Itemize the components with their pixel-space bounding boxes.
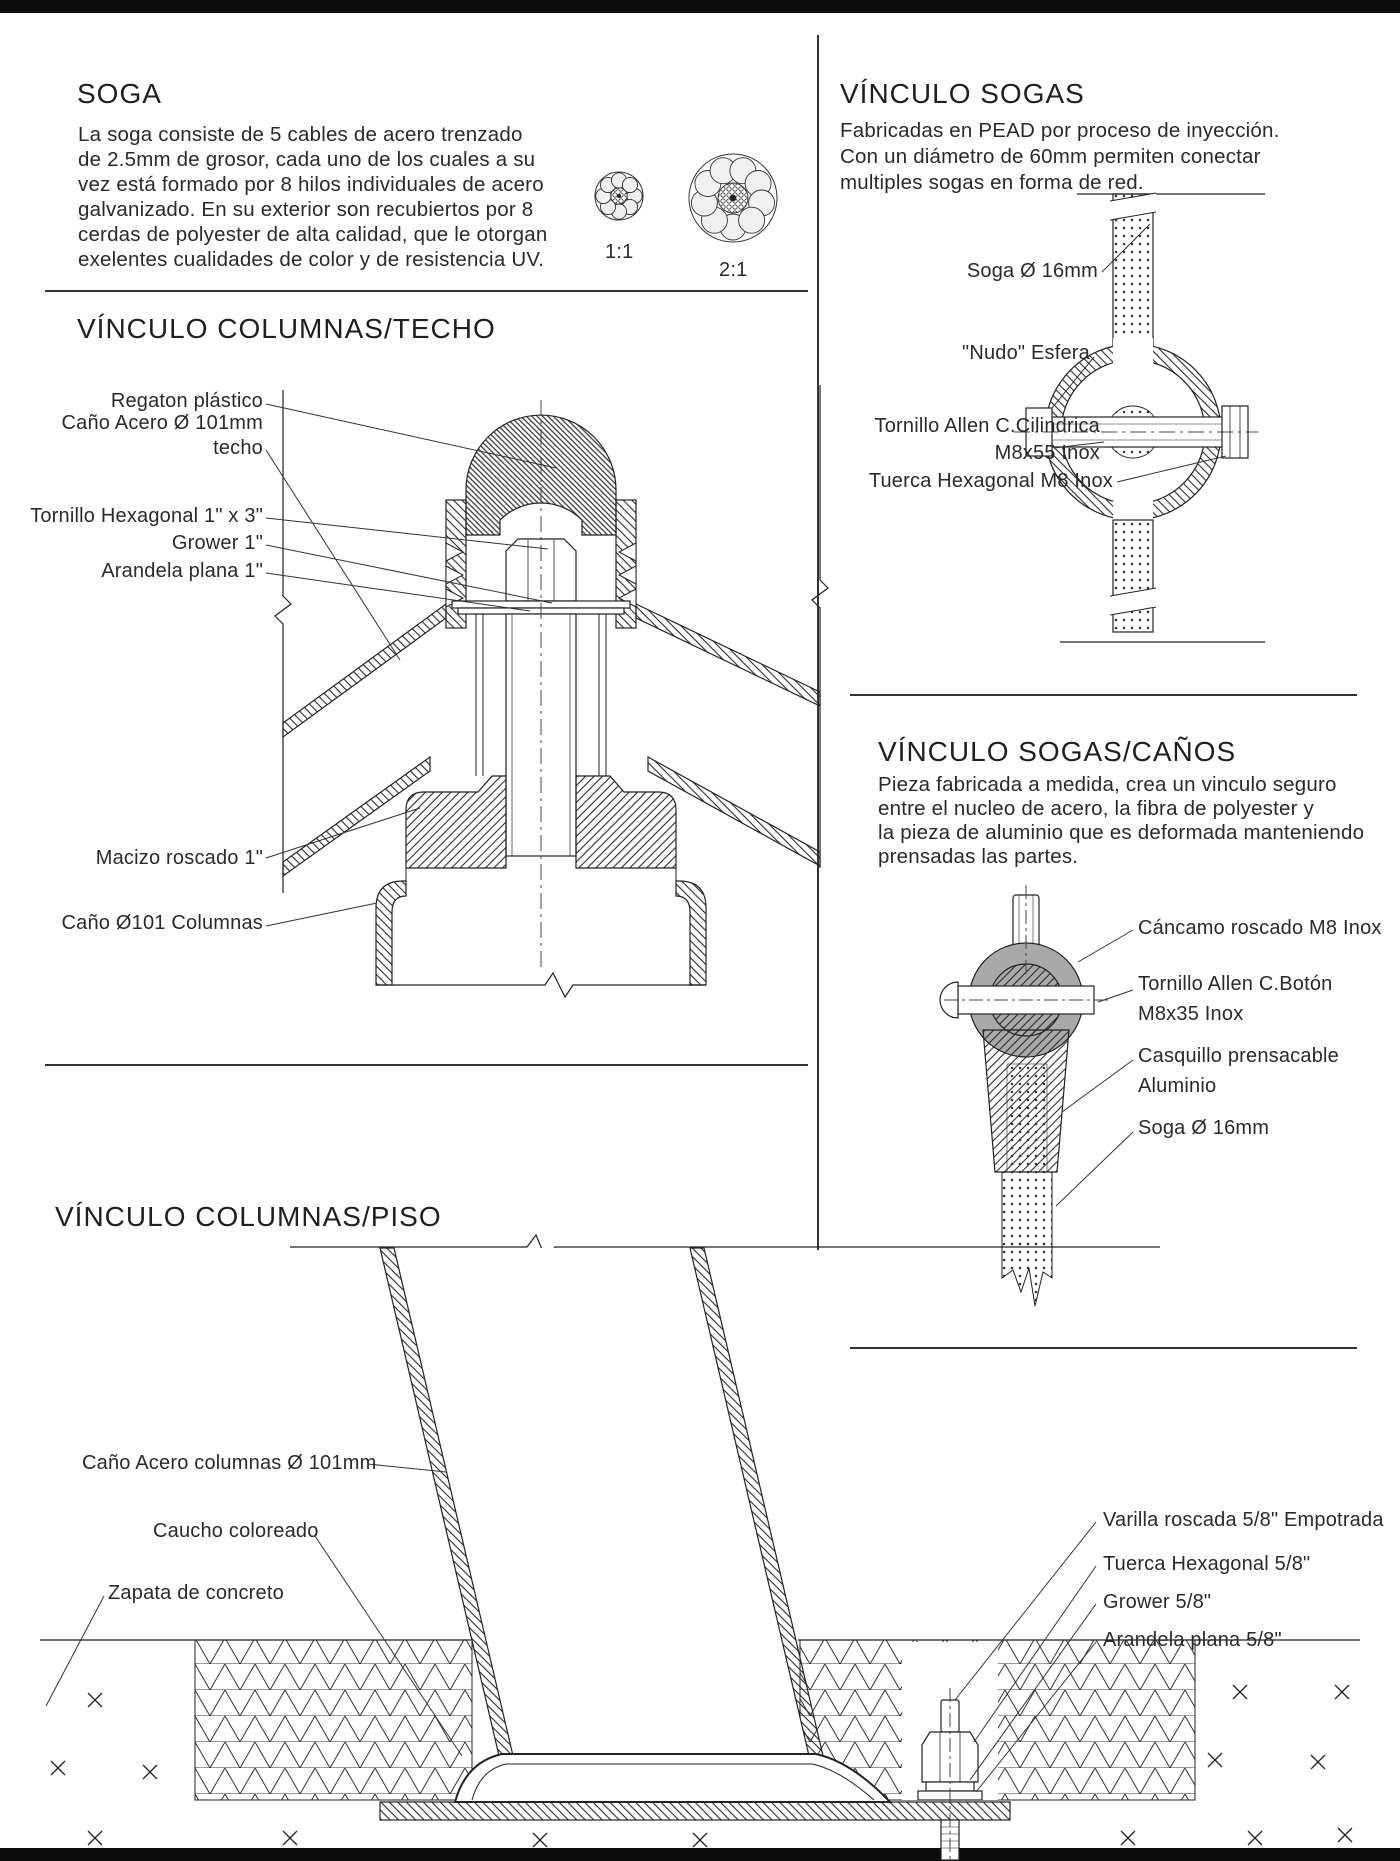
label-cancamo-roscado: Cáncamo roscado M8 Inox [1138,917,1382,939]
label-cano-101-columnas: Caño Ø101 Columnas [61,912,263,934]
columnas-piso-drawing [40,1235,1360,1860]
label-cano-acero-columnas: Caño Acero columnas Ø 101mm [82,1452,377,1474]
label-tuerca-hexagonal-m8: Tuerca Hexagonal M8 Inox [868,470,1113,492]
label-nudo-esfera: "Nudo" Esfera [962,342,1090,364]
columnas-techo-drawing [275,385,828,997]
label-macizo-roscado: Macizo roscado 1" [95,847,263,869]
label-zapata-de-concreto: Zapata de concreto [108,1582,284,1604]
label-techo: techo [213,437,263,459]
label-cano-acero-techo: Caño Acero Ø 101mm [61,412,263,434]
sogas-canos-drawing [940,885,1108,1306]
label-varilla-roscada: Varilla roscada 5/8" Empotrada [1103,1509,1384,1531]
label-grower-58: Grower 5/8" [1103,1591,1212,1613]
section-title-soga: SOGA [77,78,162,109]
scale-label-2-1: 2:1 [719,259,748,281]
label-soga-16mm-canos: Soga Ø 16mm [1138,1117,1270,1139]
label-regaton-plastico: Regaton plástico [110,390,263,412]
label-m8x55-inox: M8x55 Inox [994,442,1100,464]
label-arandela-plana-1: Arandela plana 1" [101,560,263,582]
label-casquillo-prensacable: Casquillo prensacable [1138,1045,1339,1067]
cable-section-large [689,154,777,242]
label-aluminio: Aluminio [1138,1075,1217,1097]
section-title-vinculo-sogas: VÍNCULO SOGAS [840,78,1085,109]
cable-section-small [595,172,643,220]
section-title-sogas-canos: VÍNCULO SOGAS/CAÑOS [878,736,1237,767]
technical-sheet: SOGA La soga consiste de 5 cables de acero trenzado de 2.5mm de grosor, cada uno de los cuales a su vez está formado por 8 hilos individuales de acero galvanizado. En su exterior son recubiertos por 8 cerdas de polyester de alta calidad, que le otorgan exelentes cualidades de color y de resistencia UV. 1:1 2:1 VÍNCULO COLUMNAS/TECHO Regaton plástico Caño Acero Ø 101mm techo Tornillo Hexagonal 1" x 3" Grower 1" Arandela plana 1" Macizo roscado 1" Caño Ø101 Columnas VÍNCULO SOGAS Fabricadas en PEAD por proceso de inyección. Con un diámetro de 60mm permiten conectar multiples sogas en forma de red. Soga Ø 16mm "Nudo" Esfera Tornillo Allen C.Cilindrica M8x55 Inox Tuerca Hexagonal M8 Inox VÍNCULO SOGAS/CAÑOS Pieza fabricada a medida, crea un vinculo seguro entre el nucleo de acero, la fibra de polyester y la pieza de aluminio que es deformada manteniendo prensadas las partes. Cáncamo roscado M8 Inox Tornillo Allen C.Botón M8x35 Inox Casquillo prensacable Aluminio Soga Ø 16mm VÍNCULO COLUMNAS/PISO Caño Acero columnas Ø 101mm Caucho coloreado Zapata de concreto Varilla roscada 5/8" Empotrada Tuerca Hexagonal 5/8" Grower 5/8" Arandela plana 5/8" [0,0,1400,1861]
label-tornillo-allen-cilindrica: Tornillo Allen C.Cilindrica [874,415,1100,437]
label-grower-1: Grower 1" [171,532,263,554]
label-soga-16mm: Soga Ø 16mm [966,260,1098,282]
section-title-columnas-techo: VÍNCULO COLUMNAS/TECHO [77,313,496,344]
label-m8x35-inox: M8x35 Inox [1138,1003,1244,1025]
label-arandela-plana-58: Arandela plana 5/8" [1103,1629,1282,1651]
label-tornillo-hexagonal: Tornillo Hexagonal 1" x 3" [30,505,263,527]
label-tornillo-allen-boton: Tornillo Allen C.Botón [1138,973,1333,995]
section-title-columnas-piso: VÍNCULO COLUMNAS/PISO [55,1201,442,1232]
label-tuerca-hexagonal-58: Tuerca Hexagonal 5/8" [1103,1553,1311,1575]
label-caucho-coloreado: Caucho coloreado [153,1520,319,1542]
scale-label-1-1: 1:1 [605,241,634,263]
